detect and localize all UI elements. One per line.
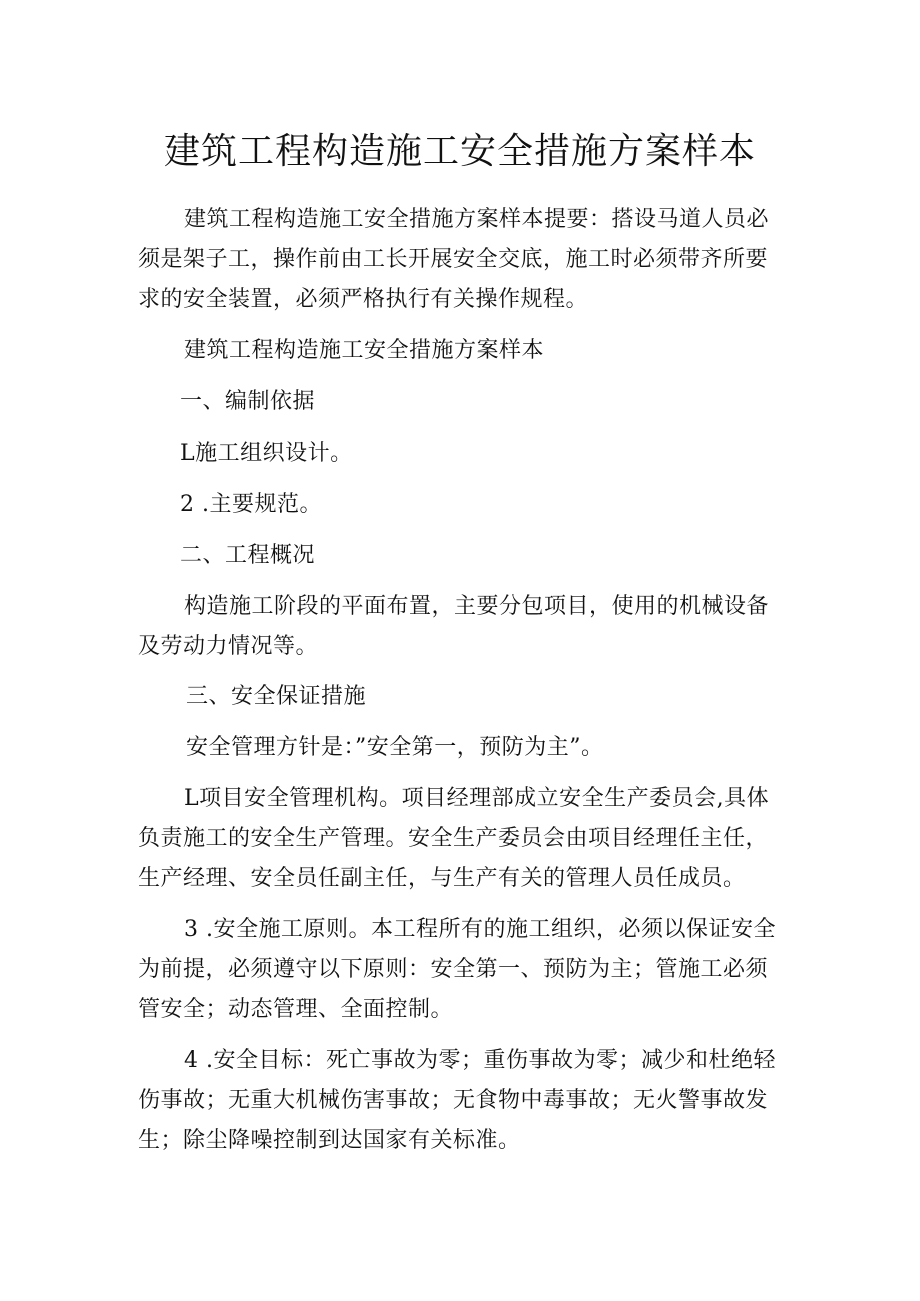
section-heading-basis: 一、编制依据 [180, 389, 316, 414]
principles-line: 3 .安全施工原则。本工程所有的施工组织，必须以保证安全 [184, 917, 776, 942]
principles-paragraph [138, 910, 794, 1030]
overview-paragraph [138, 587, 794, 667]
organization-line: L项目安全管理机构。项目经理部成立安全生产委员会,具体 [184, 786, 770, 811]
principles-line: 为前提，必须遵守以下原则：安全第一、预防为主；管施工必须 [138, 957, 769, 982]
summary-line: 须是架子工，操作前由工长开展安全交底，施工时必须带齐所要 [138, 247, 769, 272]
basis-item-2: 2 .主要规范。 [180, 492, 322, 517]
overview-line: 构造施工阶段的平面布置，主要分包项目，使用的机械设备 [184, 594, 770, 619]
goals-paragraph [138, 1041, 794, 1161]
summary-line: 求的安全装置，必须严格执行有关操作规程。 [138, 287, 589, 312]
section-heading-measures: 三、安全保证措施 [186, 684, 367, 709]
summary-paragraph [138, 200, 794, 320]
subtitle: 建筑工程构造施工安全措施方案样本 [184, 338, 545, 363]
policy-line: 安全管理方针是：”安全第一，预防为主”。 [186, 735, 604, 760]
goals-line: 4 .安全目标：死亡事故为零；重伤事故为零；减少和杜绝轻 [184, 1048, 776, 1073]
summary-line: 建筑工程构造施工安全措施方案样本提要：搭设马道人员必 [184, 207, 770, 232]
basis-item-1: L施工组织设计。 [180, 441, 353, 466]
document-title: 建筑工程构造施工安全措施方案样本 [163, 131, 756, 172]
organization-line: 生产经理、安全员任副主任，与生产有关的管理人员任成员。 [138, 866, 746, 891]
goals-line: 伤事故；无重大机械伤害事故；无食物中毒事故；无火警事故发 [138, 1088, 769, 1113]
section-heading-overview: 二、工程概况 [180, 543, 316, 568]
overview-line: 及劳动力情况等。 [138, 634, 319, 659]
organization-paragraph [138, 779, 794, 899]
principles-line: 管安全；动态管理、全面控制。 [138, 997, 454, 1022]
goals-line: 生；除尘降噪控制到达国家有关标准。 [138, 1128, 521, 1153]
organization-line: 负责施工的安全生产管理。安全生产委员会由项目经理任主任， [138, 826, 769, 851]
